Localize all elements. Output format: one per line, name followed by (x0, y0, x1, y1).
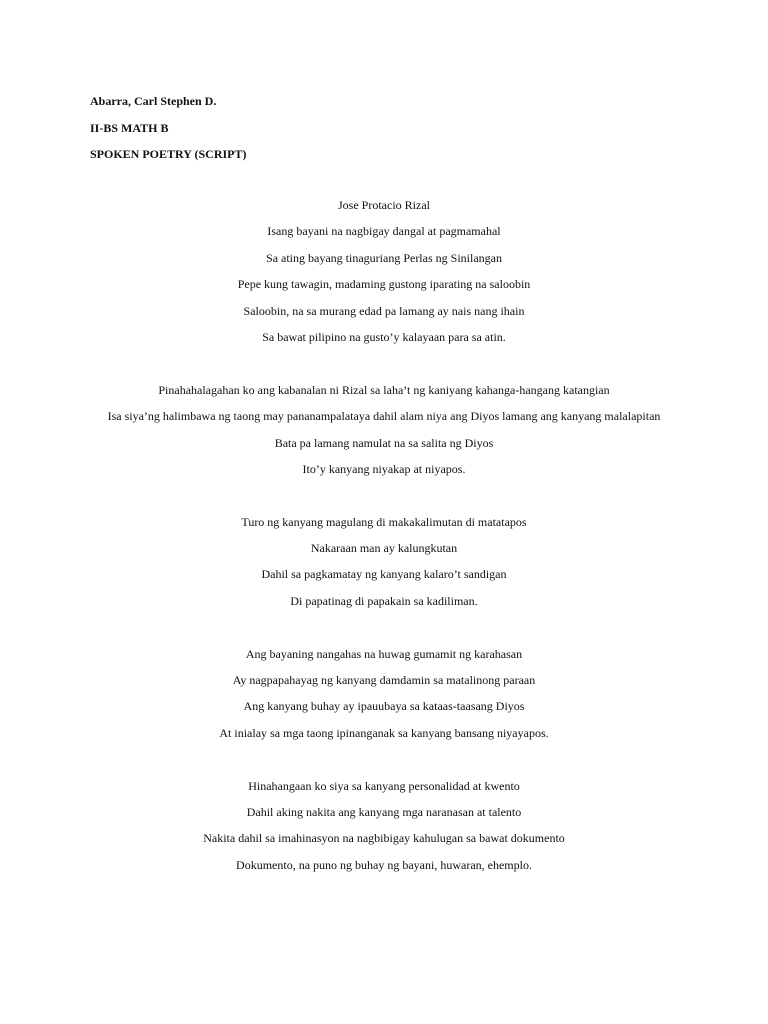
poem-line: Dokumento, na puno ng buhay ng bayani, huwaran, ehemplo. (236, 857, 532, 872)
poem-stanza (0, 647, 768, 753)
poem-line: Dahil sa pagkamatay ng kanyang kalaro’t sandigan (261, 567, 507, 582)
poem-line: At inialay sa mga taong ipinanganak sa kanyang bansang niyayapos. (219, 725, 549, 740)
poem-line: Saloobin, na sa murang edad pa lamang ay nais nang ihain (243, 303, 525, 318)
poem-line: Sa ating bayang tinaguriang Perlas ng Sinilangan (266, 250, 502, 265)
stanza-spacer (0, 488, 768, 514)
poem-stanza (0, 198, 768, 356)
poem-line: Isang bayani na nagbigay dangal at pagmamahal (267, 224, 501, 239)
document-header (90, 94, 246, 174)
poem-line: Dahil aking nakita ang kanyang mga naranasan at talento (246, 804, 522, 819)
poem-line: Sa bawat pilipino na gusto’y kalayaan para sa atin. (262, 329, 506, 344)
poem-line: Di papatinag di papakain sa kadiliman. (290, 593, 478, 608)
poem-line: Bata pa lamang namulat na sa salita ng Diyos (274, 435, 494, 450)
poem-line: Ay nagpapahayag ng kanyang damdamin sa matalinong paraan (232, 673, 536, 688)
poem-line: Ang bayaning nangahas na huwag gumamit ng karahasan (245, 646, 523, 661)
poem-body (0, 198, 768, 884)
stanza-spacer (0, 356, 768, 382)
poem-line: Ito’y kanyang niyakap at niyapos. (302, 461, 466, 476)
poem-stanza (0, 515, 768, 621)
poem-stanza (0, 779, 768, 885)
poem-line: Jose Protacio Rizal (338, 198, 430, 212)
poem-line: Isa siya’ng halimbawa ng taong may pananampalataya dahil alam niya ang Diyos lamang ang kanyang malalapitan (107, 409, 661, 424)
poem-line: Pinahahalagahan ko ang kabanalan ni Rizal sa laha’t ng kaniyang kahanga-hangang katangian (158, 382, 610, 397)
poem-stanza (0, 383, 768, 489)
poem-line: Hinahangaan ko siya sa kanyang personalidad at kwento (248, 778, 520, 793)
document-title: SPOKEN POETRY (SCRIPT) (90, 147, 247, 161)
poem-line: Nakita dahil sa imahinasyon na nagbibigay kahulugan sa bawat dokumento (203, 831, 565, 846)
poem-line: Pepe kung tawagin, madaming gustong iparating na saloobin (237, 277, 531, 292)
author-name: Abarra, Carl Stephen D. (90, 94, 217, 108)
poem-line: Turo ng kanyang magulang di makakalimutan di matatapos (241, 514, 527, 529)
stanza-spacer (0, 752, 768, 778)
poem-line: Ang kanyang buhay ay ipauubaya sa kataas-taasang Diyos (243, 699, 525, 714)
poem-line: Nakaraan man ay kalungkutan (310, 541, 458, 556)
class-section: II-BS MATH B (90, 120, 169, 135)
stanza-spacer (0, 620, 768, 646)
